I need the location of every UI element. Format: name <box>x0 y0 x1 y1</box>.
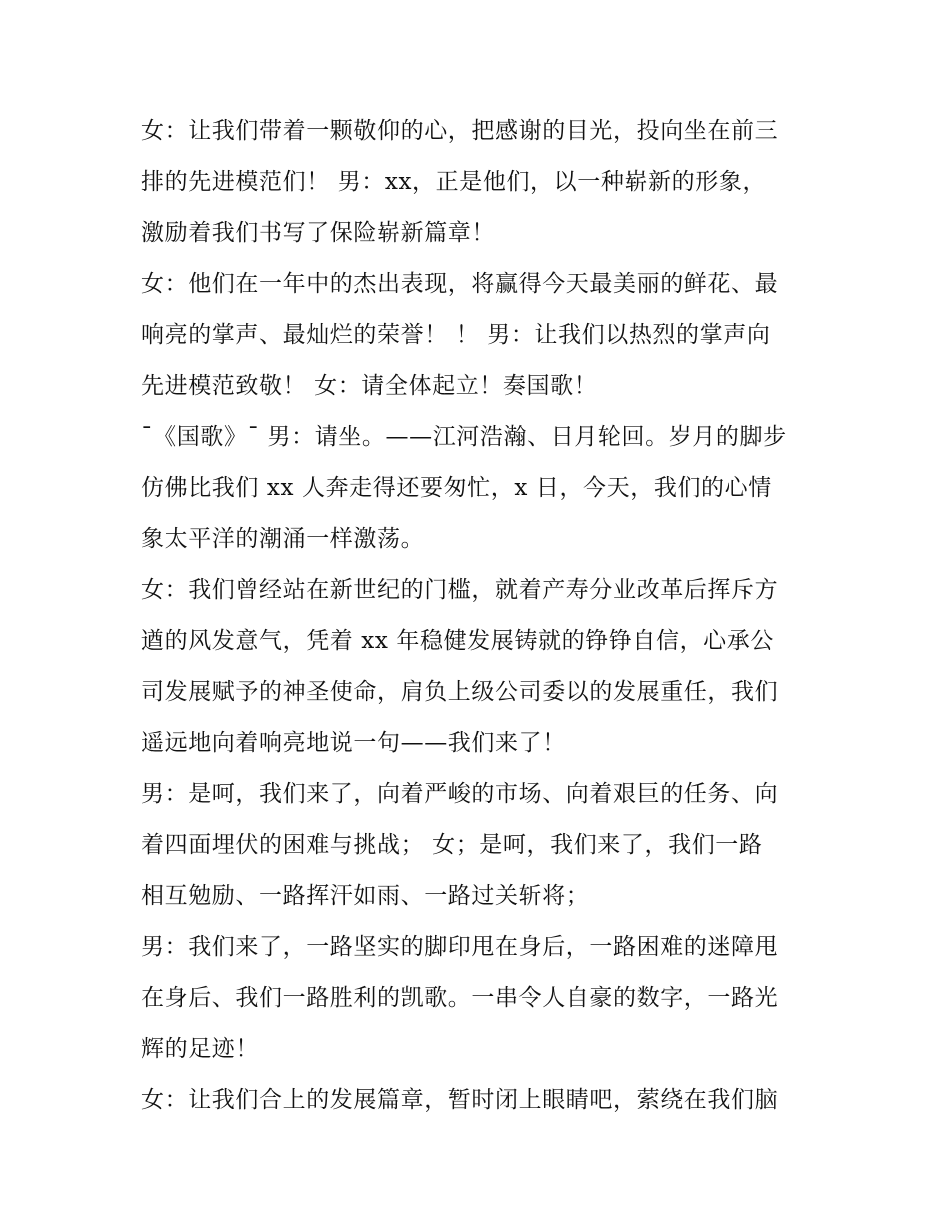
text-line: ¯《国歌》¯ 男：请坐。——江河浩瀚、日月轮回。岁月的脚步 <box>141 424 787 450</box>
text-line: 在身后、我们一路胜利的凯歌。一串令人自豪的数字，一路光 <box>141 985 779 1011</box>
text-line: 象太平洋的潮涌一样激荡。 <box>141 526 425 552</box>
document-body <box>141 106 816 1126</box>
text-line: 女：他们在一年中的杰出表现，将赢得今天最美丽的鲜花、最 <box>141 271 779 297</box>
text-line: 女：让我们合上的发展篇章，暂时闭上眼睛吧，萦绕在我们脑 <box>141 1087 779 1113</box>
text-line: 司发展赋予的神圣使命，肩负上级公司委以的发展重任，我们 <box>141 679 779 705</box>
text-line: 女：让我们带着一颗敬仰的心，把感谢的目光，投向坐在前三 <box>141 118 779 144</box>
text-line: 着四面埋伏的困难与挑战； 女；是呵，我们来了，我们一路 <box>141 832 763 858</box>
text-line: 辉的足迹！ <box>141 1036 259 1062</box>
text-line: 仿佛比我们 xx 人奔走得还要匆忙，x 日，今天，我们的心情 <box>141 475 772 501</box>
text-line: 男：我们来了，一路坚实的脚印甩在身后，一路困难的迷障甩 <box>141 934 779 960</box>
text-line: 先进模范致敬！ 女：请全体起立！奏国歌！ <box>141 373 598 399</box>
text-line: 相互勉励、一路挥汗如雨、一路过关斩将； <box>141 883 590 909</box>
text-line: 遥远地向着响亮地说一句——我们来了！ <box>141 730 566 756</box>
text-line: 激励着我们书写了保险崭新篇章！ <box>141 220 495 246</box>
text-line: 响亮的掌声、最灿烂的荣誉！ ！ 男：让我们以热烈的掌声向 <box>141 322 771 348</box>
text-line: 女：我们曾经站在新世纪的门槛，就着产寿分业改革后挥斥方 <box>141 577 779 603</box>
text-line: 排的先进模范们！ 男：xx，正是他们，以一种崭新的形象， <box>141 169 767 195</box>
text-line: 遒的风发意气，凭着 xx 年稳健发展铸就的铮铮自信，心承公 <box>141 628 774 654</box>
text-line: 男：是呵，我们来了，向着严峻的市场、向着艰巨的任务、向 <box>141 781 779 807</box>
